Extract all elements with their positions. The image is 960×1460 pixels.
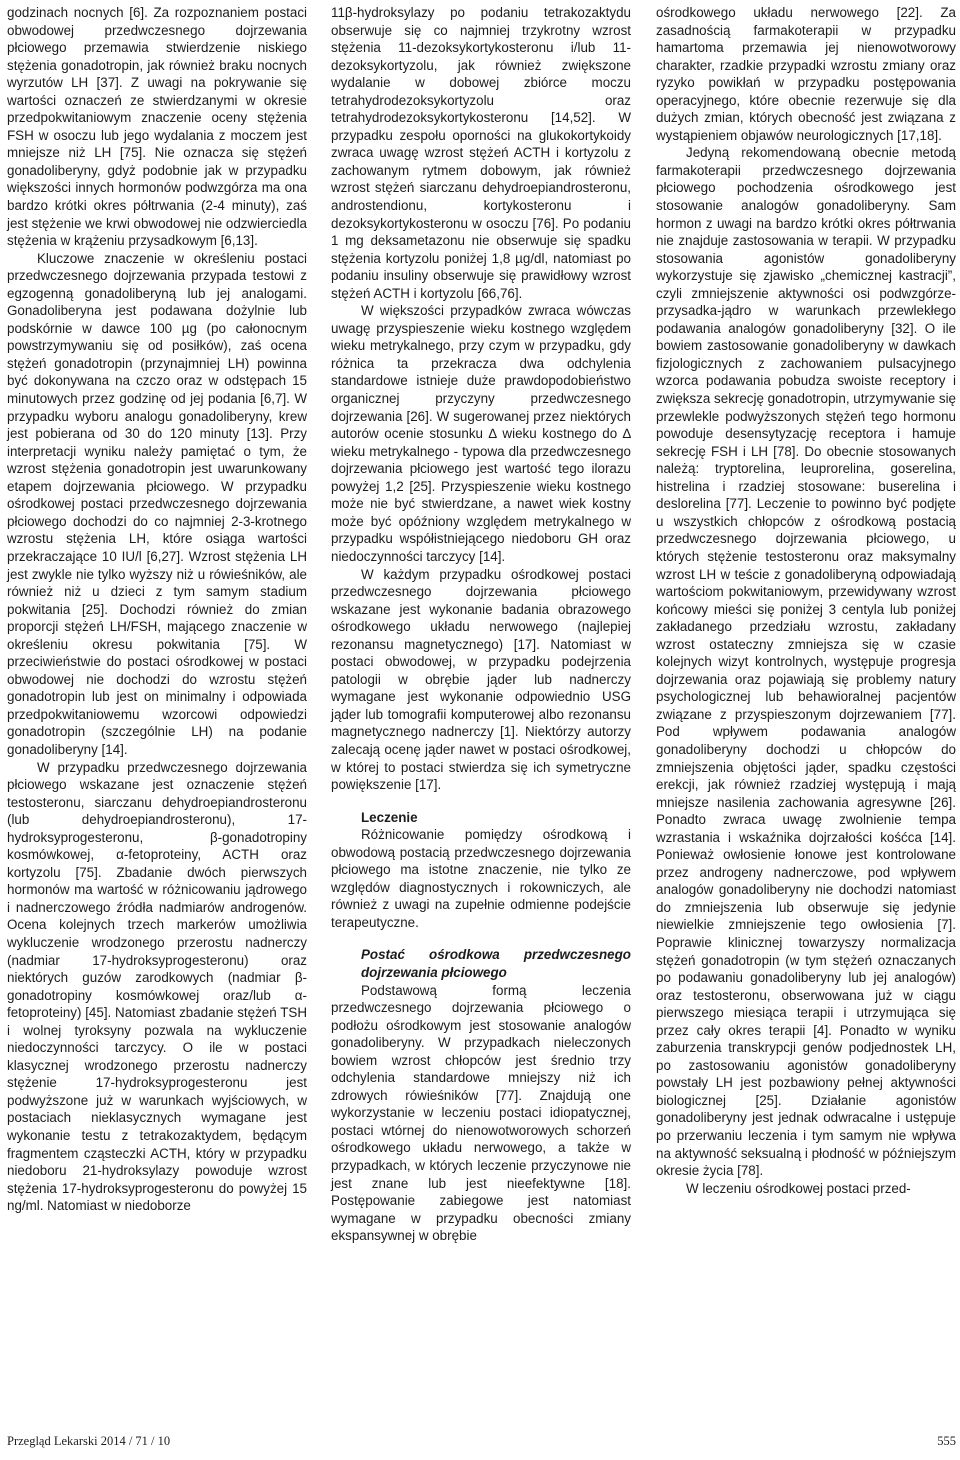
paragraph: Jedyną rekomendowaną obecnie metodą farmakoterapii przedwczesnego dojrzewania płciowego pochodzenia ośrodkowego jest stosowanie analogów gonadoliberyny. Sam hormon z uwagi na bardzo krótki okres półtrwania nie znajduje zastosowania w terapii. W przypadku stosowania agonistów gonadoliberyny wykorzystuje się zjawisko „chemicznej kastracji”, czyli zmniejszenie aktywności osi podwzgórze-przysadka-jądro w warunkach przewlekłego podawania analogów gonadoliberyny [32]. O ile bowiem zastosowanie gonadoliberyny w dawkach fizjologicznych z zachowaniem pulsacyjnego wzorca podawania pobudza swoiste receptory i zwiększa sekrecję gonadotropin, utrzymywanie się przewlekle podwyższonych stężeń tego hormonu powoduje desensytyzację receptora i hamuje sekrecję FSH i LH [78]. Do obecnie stosowanych należą: tryptorelina, leuprorelina, goserelina, histrelina i rzadziej stosowane: buserelina i deslorelina [77]. Leczenie to powinno być podjęte u wszystkich chłopców z ośrodkową postacią przedwczesnego dojrzewania płciowego, u których stężenie testosteronu oraz maksymalny wzrost LH w teście z gonadoliberyną odpowiadają wartościom pokwitaniowym, przewidywany wzrost końcowy mieści się poniżej 3 centyla lub poniżej zakładanego przedziału wzrostu, zakładany wzrost ostateczny zmniejsza się w czasie kolejnych wizyt kontrolnych, występuje progresja dojrzewania oraz pojawiają się problemy natury psychologicznej lub behawioralnej pacjentów związane z przyspieszonym dojrzewaniem [77]. Pod wpływem podawania analogów gonadoliberyny dochodzi u chłopców do zmniejszenia objętości jąder, spadku częstości erekcji, jak również rzadziej występują i mają mniejsze nasilenia zachowania agresywne [26]. Ponadto zwraca uwagę zwolnienie tempa wzrastania i wskaźnika dojrzałości kośćca [14]. Ponieważ owłosienie łonowe jest kontrolowane przez androgeny nadnerczowe, pod wpływem analogów gonadoliberyny nie dochodzi natomiast do zmniejszenia lub obserwuje się jedynie niewielkie zmniejszenie tego owłosienia [7]. Poprawie klinicznej towarzyszy normalizacja stężeń gonadotropin (w tym stężeń oznaczanych po podawaniu gonadoliberyny lub jej analogów) oraz testosteronu, obserwowana już w ciągu pierwszego miesiąca terapii i utrzymująca się przez cały okres terapii [4]. Ponadto w wyniku zaburzenia transkrypcji genów podjednostek LH, po zastosowaniu agonistów gonadoliberyny powstały LH jest pozbawiony pełnej aktywności biologicznej [25]. Działanie agonistów gonadoliberyny jest jednak odwracalne i ustępuje po przerwaniu leczenia i tym samym nie wpływa na aktywność seksualną i płodność w późniejszym okresie życia [78]. (656, 145, 956, 1179)
section-heading-leczenie: Leczenie (361, 809, 418, 825)
text-column-2 (331, 4, 631, 1245)
page-footer (0, 1434, 960, 1454)
paragraph: 11β-hydroksylazy po podaniu tetrakozaktydu obserwuje się co najmniej trzykrotny wzrost stężenia 11-dezoksykortykosteronu i/lub 11-dezoksykortyzolu, jak również zwiększone wydalanie w dobowej zbiórce moczu tetrahydrodezoksykortyzolu oraz tetrahydrodezoksykortykosteronu [14,52]. W przypadku zespołu oporności na glukokortykoidy zwraca uwagę wzrost stężeń ACTH i kortyzolu z zachowanym rytmem dobowym, jak również wzrost stężeń siarczanu dehydroepiandrosteronu, androstendionu, kortykosteronu i dezoksykortykosteronu w osoczu [76]. Po podaniu 1 mg deksametazonu nie obserwuje się spadku stężenia kortyzolu poniżej 1,8 µg/dl, natomiast po podaniu insuliny obserwuje się prawidłowy wzrost stężeń ACTH i kortyzolu [66,76]. (331, 5, 631, 301)
subsection-heading: Postać ośrodkowa przedwczesnego dojrzewania płciowego (361, 947, 631, 980)
paragraph: ośrodkowego układu nerwowego [22]. Za zasadnością farmakoterapii w przypadku hamartoma przemawia jej nienowotworowy charakter, rzadkie przypadki wzrostu zmiany oraz ryzyko powikłań w przypadku postępowania operacyjnego, które obecnie rezerwuje się dla dużych zmian, których obecność jest związana z wystąpieniem objawów neurologicznych [17,18]. (656, 5, 956, 143)
page-number: 555 (937, 1434, 956, 1448)
text-column-1 (7, 4, 307, 1215)
section-gap (331, 794, 631, 809)
paragraph: W większości przypadków zwraca wówczas uwagę przyspieszenie wieku kostnego względem wieku metrykalnego, przy czym w przypadku, gdy różnica ta przekracza dwa odchylenia standardowe istnieje duże prawdopodobieństwo organicznej przyczyny przedwczesnego dojrzewania [26]. W sugerowanej przez niektórych autorów ocenie stosunku ∆ wieku kostnego do ∆ wieku metrykalnego - typowa dla przedwczesnego dojrzewania płciowego jest wartość tego ilorazu powyżej 1,2 [25]. Przyspieszenie wieku kostnego może nie być stwierdzane, a nawet wiek kostny może być opóźniony względem metrykalnego w przypadku współistniejącego niedoboru GH oraz niedoczynności tarczycy [14]. (331, 303, 631, 564)
paragraph: W przypadku przedwczesnego dojrzewania płciowego wskazane jest oznaczenie stężeń testosteronu, siarczanu dehydroepiandrosteronu (lub dehydroepiandrosteronu), 17-hydroksyprogesteronu, β-gonadotropiny kosmówkowej, α-fetoproteiny, ACTH oraz kortyzolu [75]. Zbadanie dwóch pierwszych hormonów ma wartość w różnicowaniu jądrowego i nadnerczowego źródła nadmiarów androgenów. Ocena kolejnych trzech markerów umożliwia wykluczenie wrodzonego przerostu nadnerczy (nadmiar 17-hydroksyprogesteronu) oraz niektórych guzów zarodkowych (nadmiar β-gonadotropiny kosmówkowej oraz/lub α-fetoproteiny) [45]. Natomiast zbadanie stężeń TSH i wolnej tyroksyny pozwala na wykluczenie niedoczynności tarczycy. O ile w postaci klasycznej wrodzonego przerostu nadnerczy stężenie 17-hydroksyprogesteronu jest podwyższone już w warunkach wyjściowych, w postaciach nieklasycznych wymagane jest wykonanie testu z tetrakozaktydem, będącym fragmentem cząsteczki ACTH, który w przypadku niedoboru 21-hydroksylazy powoduje wzrost stężenia 17-hydroksyprogesteronu do powyżej 15 ng/ml. Natomiast w niedoborze (7, 759, 307, 1214)
section-gap (331, 931, 631, 946)
paragraph: W leczeniu ośrodkowej postaci przed- (686, 1180, 911, 1196)
paragraph: Podstawową formą leczenia przedwczesnego dojrzewania płciowego o podłożu ośrodkowym jest stosowanie analogów gonadoliberyny. W przypadkach nieleczonych bowiem wzrost chłopców jest średnio trzy odchylenia standardowe mniejszy niż ich zdrowych rówieśników [77]. Znajdują one wykorzystanie w leczeniu postaci idiopatycznej, postaci wtórnej do nienowotworowych schorzeń ośrodkowego układu nerwowego, a także w przypadkach, w których leczenie przyczynowe nie jest znane lub jest nieefektywne [18]. Postępowanie zabiegowe jest natomiast wymagane w przypadku obecności zmiany ekspansywnej w obrębie (331, 982, 631, 1244)
paragraph: Różnicowanie pomiędzy ośrodkową i obwodową postacią przedwczesnego dojrzewania płciowego ma istotne znaczenie, nie tylko ze względów diagnostycznych i rokowniczych, ale również z uwagi na zupełnie odmienne podejście terapeutyczne. (331, 827, 631, 930)
journal-citation: Przegląd Lekarski 2014 / 71 / 10 (7, 1434, 171, 1448)
paragraph: Kluczowe znaczenie w określeniu postaci przedwczesnego dojrzewania przypada testowi z egzogenną gonadoliberyną lub jej analogami. Gonadoliberyna jest podawana dożylnie lub podskórnie w dawce 100 µg (po całonocnym powstrzymywaniu się od posiłków), zaś ocena stężeń gonadotropin (przynajmniej LH) powinna być dokonywana na czczo oraz w odstępach 15 minutowych przez godzinę od jej podania [6,7]. W przypadku wyboru analogu gonadoliberyny, krew jest pobierana od 30 do 120 minuty [13]. Przy interpretacji wyniku należy pamiętać o tym, że wzrost stężenia gonadotropin jest uwarunkowany etapem dojrzewania płciowego. W przypadku ośrodkowej postaci przedwczesnego dojrzewania płciowego dochodzi do co najmniej 2-3-krotnego wzrostu stężenia LH, które osiąga wartości przekraczające 10 IU/l [6,27]. Wzrost stężenia LH jest zwykle nie tylko wyższy niż u rówieśników, ale również niż u dzieci z tym samym stadium pokwitania [25]. Dochodzi również do zmian proporcji stężeń LH/FSH, mającego znaczenie w określeniu okresu pokwitania [75]. W przeciwieństwie do postaci ośrodkowej w postaci obwodowej nie dochodzi do wzrostu stężeń gonadotropin lub jest on minimalny i odpowiada przedpokwitaniowemu wzorcowi odpowiedzi gonadotropin (szczególnie LH) na podanie gonadoliberyny [14]. (7, 250, 307, 757)
paragraph: godzinach nocnych [6]. Za rozpoznaniem postaci obwodowej przedwczesnego dojrzewania płciowego przemawia stwierdzenie niskiego stężenia gonadotropin, jak również braku nocnych wyrzutów LH [37]. Z uwagi na pokrywanie się wartości oznaczeń ze stwierdzanymi w okresie przedpokwitaniowym znaczenie oceny stężenia FSH w osoczu lub jego wydalania z moczem jest mniejsze niż LH [75]. Nie oznacza się stężeń gonadoliberyny, gdyż podobnie jak w przypadku większości innych hormonów podwzgórza ma ona bardzo krótki okres półtrwania (2-4 minuty), zaś jest stężenie we krwi obwodowej nie odzwierciedla stężenia w krążeniu przysadkowym [6,13]. (7, 5, 307, 249)
text-column-3 (656, 4, 956, 1197)
paragraph: W każdym przypadku ośrodkowej postaci przedwczesnego dojrzewania płciowego wskazane jest wykonanie badania obrazowego ośrodkowego układu nerwowego (najlepiej rezonansu magnetycznego) [17]. Natomiast w postaci obwodowej, w przypadku podejrzenia patologii w obrębie jąder lub nadnerczy wymagane jest wykonanie odpowiednio USG jąder lub tomografii komputerowej albo rezonansu magnetycznego nadnerczy [1]. Niektórzy autorzy zalecają ocenę jąder nawet w postaci ośrodkowej, w której to postaci stwierdza się ich symetryczne powiększenie [17]. (331, 566, 631, 793)
